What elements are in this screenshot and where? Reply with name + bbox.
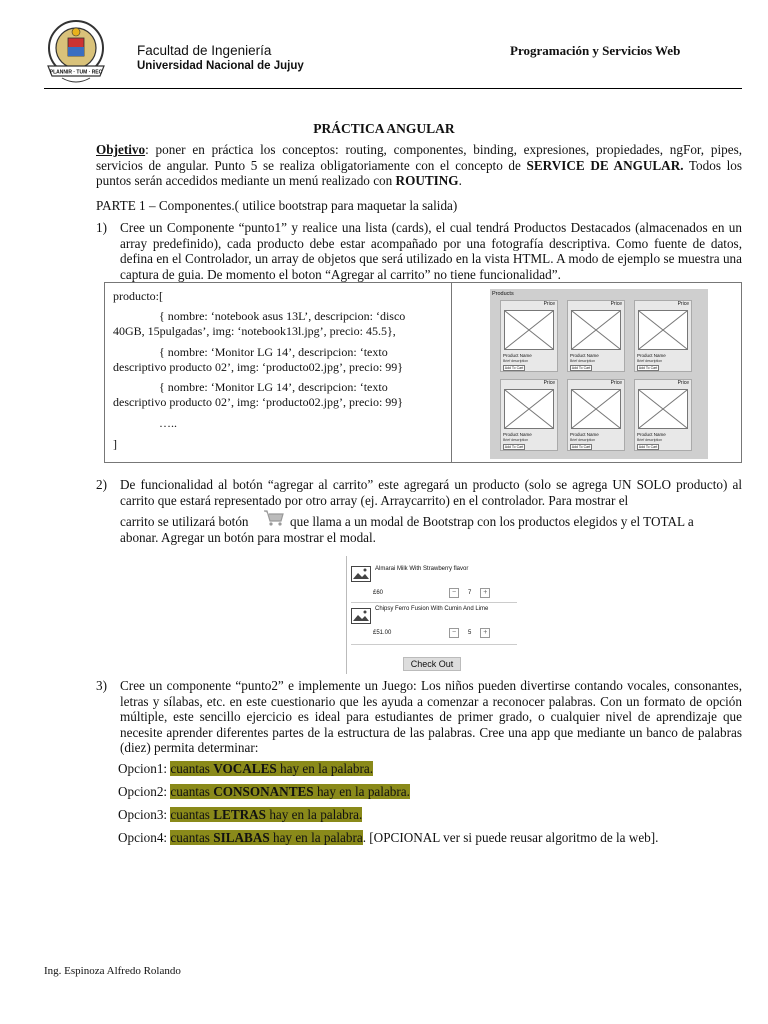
university-name: Universidad Nacional de Jujuy	[137, 60, 304, 72]
option-4-post: hay en la palabra	[269, 830, 363, 845]
option-3-label: Opcion3:	[118, 807, 171, 822]
logo-banner-text: PLANNIR · TUM · REC	[49, 69, 103, 76]
card-product-name: Product Name	[637, 353, 666, 358]
add-to-cart-button[interactable]: Add To Cart	[504, 366, 524, 370]
cart-icon	[263, 509, 285, 527]
wireframe-title: Products	[492, 291, 514, 297]
option-4-extra: . [OPCIONAL ver si puede reusar algoritmo de la web].	[362, 830, 659, 845]
image-placeholder-icon	[504, 389, 554, 429]
item-1	[96, 220, 742, 284]
code-obj2-line1: { nombre: ‘Monitor LG 14’, descripcion: ‘texto	[159, 345, 388, 359]
card-description: Brief description	[637, 359, 663, 363]
objective-text-1: : poner en práctica los conceptos: routing, componentes, binding, expresiones, propiedades, ngFor, pipes, servicios de angular. Punto 5 se realiza obligatoriamente con el concepto de	[96, 142, 742, 173]
image-placeholder-icon	[571, 310, 621, 350]
product-card	[634, 300, 692, 372]
cart-modal-mock	[346, 556, 517, 674]
option-1-label: Opcion1:	[118, 761, 171, 776]
code-obj3-line2: descriptivo producto 02’, img: ‘producto02.jpg’, precio: 99}	[113, 395, 404, 409]
subject-name: Programación y Servicios Web	[510, 43, 681, 58]
code-open: producto:[	[113, 289, 163, 303]
code-obj1-line2: 40GB, 15pulgadas’, img: ‘notebook13l.jpg’, precio: 45.5},	[113, 324, 396, 338]
faculty-name: Facultad de Ingeniería	[137, 43, 272, 58]
checkout-button[interactable]: Check Out	[403, 657, 461, 671]
option-3-pre: cuantas	[170, 807, 214, 822]
image-placeholder-icon	[351, 608, 371, 624]
item-2-text-b2: que llama a un modal de Bootstrap con los productos elegidos y el TOTAL a	[290, 514, 694, 529]
decrement-button[interactable]: −	[449, 628, 459, 638]
card-product-name: Product Name	[503, 432, 532, 437]
option-4	[118, 830, 658, 846]
cart-item-1	[351, 566, 517, 603]
objective-label: Objetivo	[96, 142, 146, 157]
add-to-cart-button[interactable]: Add To Cart	[504, 445, 524, 449]
item-3-number: 3)	[96, 678, 107, 693]
option-1-post: hay en la palabra.	[276, 761, 374, 776]
option-2-pre: cuantas	[170, 784, 214, 799]
card-price: Price	[543, 380, 555, 386]
cart-item-2-name: Chipsy Ferro Fusion With Cumin And Lime	[375, 606, 489, 612]
footer-author: Ing. Espinoza Alfredo Rolando	[44, 965, 181, 977]
image-placeholder-icon	[638, 389, 688, 429]
cart-item-1-name: Almarai Milk With Strawberry flavor	[375, 566, 469, 572]
option-3-post: hay en la palabra.	[266, 807, 363, 822]
objective-paragraph	[96, 142, 742, 189]
product-card	[500, 379, 558, 451]
option-1-bold: VOCALES	[213, 761, 277, 776]
item-2-text-c: abonar. Agregar un botón para mostrar el modal.	[120, 530, 376, 545]
card-price: Price	[677, 380, 689, 386]
option-1	[118, 761, 373, 777]
page-title: PRÁCTICA ANGULAR	[313, 121, 455, 136]
cart-item-1-price: £60	[373, 590, 384, 596]
card-description: Brief description	[503, 438, 529, 442]
cart-item-2-qty: 5	[468, 630, 472, 636]
cart-item-2-stepper[interactable]	[449, 628, 499, 638]
products-wireframe	[490, 289, 708, 459]
objective-strong-2: ROUTING	[395, 173, 459, 189]
product-card	[500, 300, 558, 372]
add-to-cart-button[interactable]: Add To Cart	[571, 445, 591, 449]
code-dots: …..	[159, 416, 177, 430]
option-2-post: hay en la palabra.	[313, 784, 410, 799]
code-close: ]	[113, 437, 117, 451]
item-2-text-b1: carrito se utilizará botón	[120, 514, 249, 529]
image-placeholder-icon	[504, 310, 554, 350]
item-2-text-a: De funcionalidad al botón “agregar al carrito” este agregará un producto (solo se agrega UN SOLO producto) al carrito que estará representado por otro array (ej. Arraycarrito) en el controlador. Para mostrar el	[120, 477, 742, 508]
option-4-bold: SILABAS	[213, 830, 270, 845]
code-obj1-line1: { nombre: ‘notebook asus 13L’, descripcion: ‘disco	[159, 309, 406, 323]
card-description: Brief description	[637, 438, 663, 442]
image-placeholder-icon	[351, 566, 371, 582]
cart-item-1-stepper[interactable]	[449, 588, 499, 598]
option-2-label: Opcion2:	[118, 784, 171, 799]
objective-text-2: Todos los puntos serán accedidos mediante un menú realizado con	[96, 157, 742, 189]
objective-strong-1: SERVICE DE ANGULAR.	[526, 157, 684, 173]
option-4-label: Opcion4:	[118, 830, 171, 845]
product-card	[634, 379, 692, 451]
increment-button[interactable]: +	[480, 588, 490, 598]
university-logo	[44, 18, 108, 88]
card-product-name: Product Name	[503, 353, 532, 358]
option-2-bold: CONSONANTES	[213, 784, 314, 799]
card-price: Price	[610, 380, 622, 386]
product-card	[567, 379, 625, 451]
option-3-bold: LETRAS	[213, 807, 267, 822]
cart-item-2	[351, 604, 517, 645]
part1-text: Componentes.( utilice bootstrap para maquetar la salida)	[158, 198, 458, 213]
increment-button[interactable]: +	[480, 628, 490, 638]
item-1-text: Cree un Componente “punto1” y realice una lista (cards), el cual tendrá Productos Destacados (almacenados en un array predefinido), cada producto debe estar acompañado por una fotografía descriptiva. Como fuente de datos, defina en el Controlador, un array de objetos que será utilizado en la vista HTML. A modo de ejemplo se muestra una captura de guia. De momento el boton “Agregar al carrito” no tiene funcionalidad”.	[120, 220, 742, 282]
option-2	[118, 784, 410, 800]
card-description: Brief description	[503, 359, 529, 363]
card-product-name: Product Name	[570, 432, 599, 437]
option-4-pre: cuantas	[170, 830, 214, 845]
item-1-number: 1)	[96, 220, 107, 235]
option-1-pre: cuantas	[170, 761, 214, 776]
option-3	[118, 807, 362, 823]
code-sample-box	[104, 282, 452, 463]
card-price: Price	[677, 301, 689, 307]
card-product-name: Product Name	[637, 432, 666, 437]
objective-text-3: .	[458, 173, 462, 189]
cart-item-1-qty: 7	[468, 590, 472, 596]
add-to-cart-button[interactable]: Add To Cart	[571, 366, 591, 370]
item-2-number: 2)	[96, 477, 107, 492]
card-product-name: Product Name	[570, 353, 599, 358]
code-obj2-line2: descriptivo producto 02’, img: ‘producto02.jpg’, precio: 99}	[113, 360, 404, 374]
cart-item-2-price: £51.00	[373, 630, 392, 636]
item-3-text: Cree un componente “punto2” e implemente un Juego: Los niños pueden divertirse contando vocales, consonantes, letras y sílabas, etc. en este cuestionario que les ayuda a comenzar a reconocer palabras. Con un formato de opción múltiple, este sencillo ejercicio es ideal para estudiantes de primer grado, o cualquier nivel de aprendizaje que necesite aprender diferentes partes de la estructura de las palabras. Cree una app que mediante un banco de palabras (diez) permita determinar:	[120, 678, 742, 756]
header-divider	[44, 88, 742, 89]
part1-prefix: PARTE 1 –	[96, 198, 159, 213]
item-3	[96, 678, 742, 758]
image-placeholder-icon	[638, 310, 688, 350]
products-wireframe-box	[452, 282, 742, 463]
image-placeholder-icon	[571, 389, 621, 429]
card-price: Price	[543, 301, 555, 307]
card-description: Brief description	[570, 438, 596, 442]
decrement-button[interactable]: −	[449, 588, 459, 598]
part1-heading	[96, 198, 742, 214]
add-to-cart-button[interactable]: Add To Cart	[638, 366, 658, 370]
code-obj3-line1: { nombre: ‘Monitor LG 14’, descripcion: ‘texto	[159, 380, 388, 394]
product-card	[567, 300, 625, 372]
add-to-cart-button[interactable]: Add To Cart	[638, 445, 658, 449]
card-description: Brief description	[570, 359, 596, 363]
card-price: Price	[610, 301, 622, 307]
